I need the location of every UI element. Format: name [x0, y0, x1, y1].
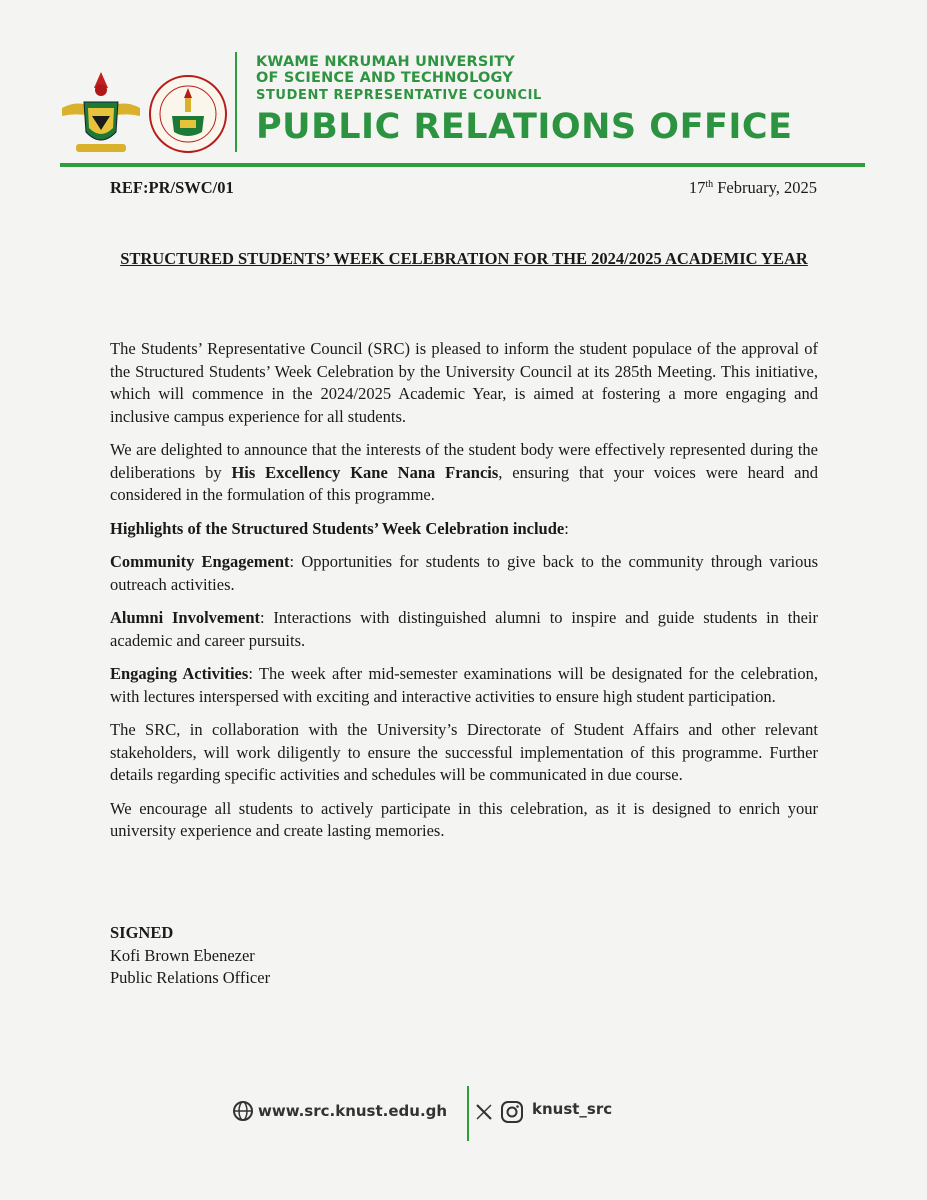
src-seal-icon — [148, 74, 228, 154]
highlights-heading — [110, 518, 818, 541]
letter-date — [689, 178, 817, 198]
p2-start: We are delighted to announce that the interests of the student body were effectively represented during the deliberations by — [110, 440, 818, 482]
reference-number: REF:PR/SWC/01 — [110, 178, 234, 197]
university-name-line1: KWAME NKRUMAH UNIVERSITY — [256, 54, 515, 70]
social-handle[interactable]: knust_src — [532, 1100, 613, 1118]
x-icon[interactable] — [474, 1102, 494, 1122]
header-divider — [235, 52, 237, 152]
website-link[interactable]: www.src.knust.edu.gh — [258, 1102, 448, 1120]
highlight-label: Alumni Involvement — [110, 608, 260, 627]
footer — [232, 1086, 652, 1146]
paragraph-encouragement: We encourage all students to actively participate in this celebration, as it is designed to enrich your university experience and create lasting memories. — [110, 798, 818, 840]
p2-end: , ensuring that your voices were heard and considered in the formulation of this programme. — [110, 462, 818, 504]
signatory-role: Public Relations Officer — [110, 968, 271, 987]
date-rest: February, 2025 — [713, 178, 817, 197]
office-title: PUBLIC RELATIONS OFFICE — [256, 107, 793, 147]
paragraph-approval: The Students’ Representative Council (SRC) is pleased to inform the student populace of the approval of the Structured Students’ Week Celebration by the University Council at its 285th Meeting. This initiative, which will commence in the 2024/2025 Academic Year, is aimed at fostering a more engaging and inclusive campus experience for all students. — [110, 339, 818, 426]
signatory-name: Kofi Brown Ebenezer — [110, 945, 255, 965]
highlight-text: : Opportunities for students to give back to the community through various outreach activities. — [110, 552, 818, 594]
signature-block — [110, 922, 270, 990]
highlight-text: : The week after mid-semester examinations will be designated for the celebration, with lectures interspersed with exciting and interactive activities to ensure high student participation. — [110, 664, 818, 706]
highlight-text: : Interactions with distinguished alumni to inspire and guide students in their academic and career pursuits. — [110, 608, 818, 650]
header-rule — [60, 163, 865, 167]
instagram-icon[interactable] — [500, 1100, 524, 1124]
paragraph-representation — [110, 439, 818, 507]
highlights-heading-text: Highlights of the Structured Students’ Week Celebration include — [110, 518, 565, 538]
letterhead — [256, 54, 793, 147]
highlight-label: Engaging Activities — [110, 664, 249, 683]
highlight-label: Community Engagement — [110, 552, 290, 571]
highlights-colon: : — [564, 518, 569, 538]
highlight-item — [110, 607, 818, 652]
letter-body — [110, 338, 818, 854]
date-suffix: th — [705, 179, 714, 190]
knust-crest-icon — [58, 68, 144, 160]
signed-label: SIGNED — [110, 923, 174, 942]
highlight-item — [110, 551, 818, 596]
globe-icon — [232, 1100, 254, 1122]
logos — [58, 68, 238, 164]
council-name: STUDENT REPRESENTATIVE COUNCIL — [256, 88, 542, 103]
p2-bold: His Excellency Kane Nana Francis — [231, 462, 499, 482]
university-name-line2: OF SCIENCE AND TECHNOLOGY — [256, 70, 514, 86]
paragraph-collaboration: The SRC, in collaboration with the University’s Directorate of Student Affairs and other relevant stakeholders, will work diligently to ensure the successful implementation of this programme. Further details regarding specific activities and schedules will be communicated in due course. — [110, 720, 818, 784]
footer-divider — [467, 1086, 469, 1141]
date-day: 17 — [688, 178, 706, 197]
letter-title: STRUCTURED STUDENTS’ WEEK CELEBRATION FOR THE 2024/2025 ACADEMIC YEAR — [120, 249, 808, 268]
highlight-item — [110, 663, 818, 708]
